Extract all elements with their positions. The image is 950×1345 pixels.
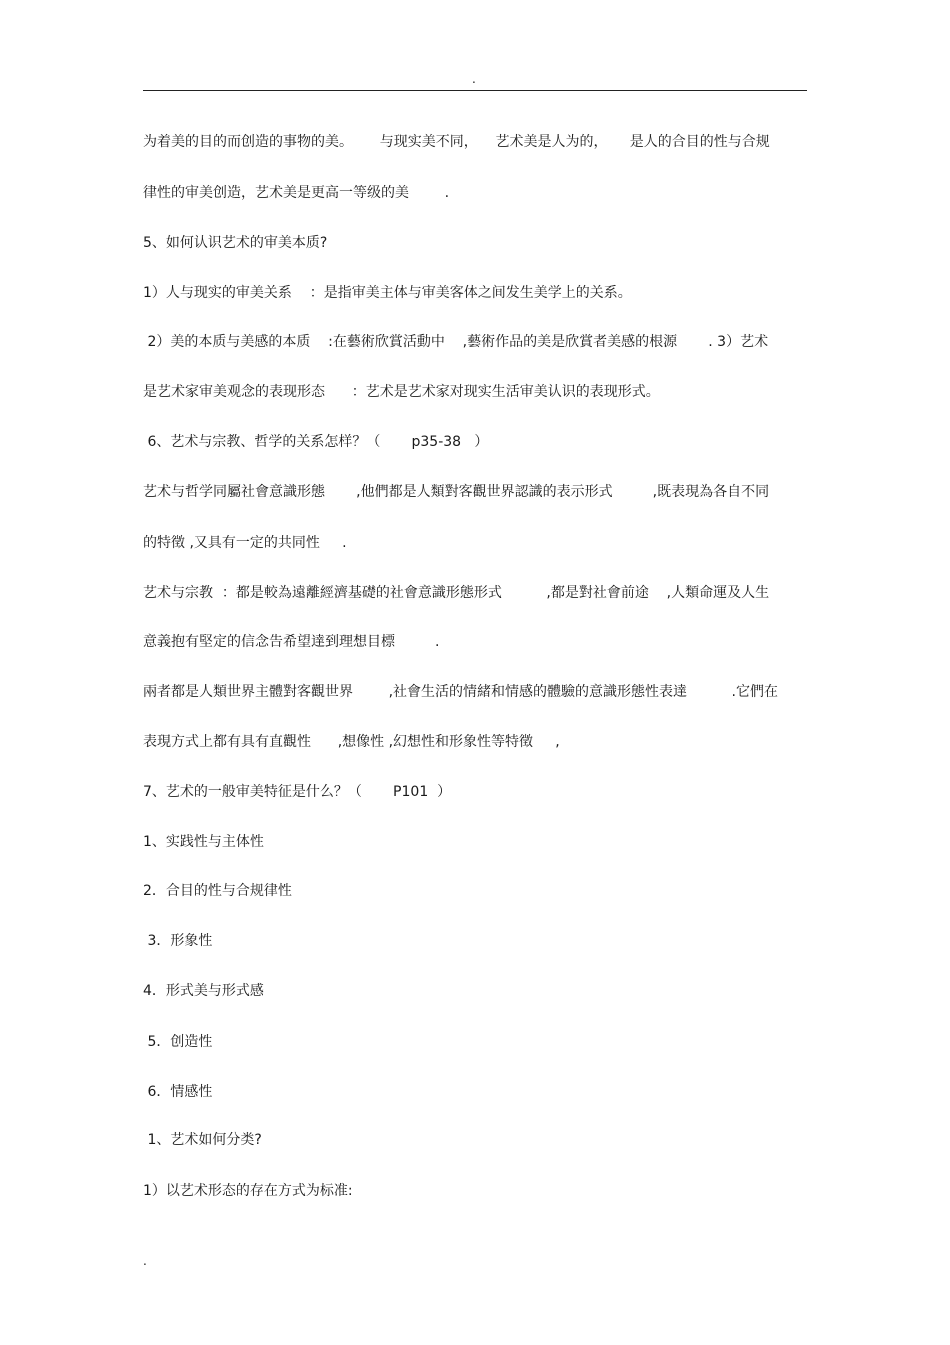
text-line: 为着美的目的而创造的事物的美。 与现实美不同， 艺术美是人为的， 是人的合目的性与合规 xyxy=(143,134,770,150)
page-header-mark: . xyxy=(472,72,476,86)
list-item: 3．形象性 xyxy=(143,933,213,949)
text-line: 2）美的本质与美感的本质 :在藝術欣賞活動中 ,藝術作品的美是欣賞者美感的根源 . 3）艺术 xyxy=(143,334,769,350)
text-line: 律性的审美创造，艺术美是更高一等级的美 . xyxy=(143,185,450,201)
question-heading: 5、如何认识艺术的审美本质? xyxy=(143,235,328,251)
text-line: 1）以艺术形态的存在方式为标准: xyxy=(143,1183,353,1199)
header-rule xyxy=(143,90,807,91)
question-heading: 7、艺术的一般审美特征是什么？（ P101 ） xyxy=(143,784,452,800)
text-line: 艺术与宗教 ：都是較為遠離經濟基礎的社會意識形態形式 ,都是對社會前途 ,人類命運及人生 xyxy=(143,585,770,601)
text-line: 兩者都是人類世界主體對客觀世界 ,社會生活的情緒和情感的體驗的意識形態性表達 .它們在 xyxy=(143,684,779,700)
question-heading: 1、艺术如何分类? xyxy=(143,1132,262,1148)
text-line: 表現方式上都有具有直觀性 ,想像性 ,幻想性和形象性等特徵 , xyxy=(143,734,560,750)
text-line: 艺术与哲学同屬社會意識形態 ,他們都是人類對客觀世界認識的表示形式 ,既表現為各自不同 xyxy=(143,484,770,500)
list-item: 2．合目的性与合规律性 xyxy=(143,883,292,899)
text-line: 是艺术家审美观念的表现形态 ：艺术是艺术家对现实生活审美认识的表现形式。 xyxy=(143,384,660,400)
question-heading: 6、艺术与宗教、哲学的关系怎样？（ p35-38 ） xyxy=(143,434,489,450)
text-line: 1）人与现实的审美关系 ：是指审美主体与审美客体之间发生美学上的关系。 xyxy=(143,285,632,301)
text-line: 意義抱有堅定的信念告希望達到理想目標 . xyxy=(143,634,440,650)
list-item: 1、实践性与主体性 xyxy=(143,834,264,850)
text-line: 的特徵 ,又具有一定的共同性 . xyxy=(143,535,347,551)
page-footer-mark: . xyxy=(143,1254,147,1268)
list-item: 5．创造性 xyxy=(143,1034,213,1050)
list-item: 4．形式美与形式感 xyxy=(143,983,264,999)
list-item: 6．情感性 xyxy=(143,1084,213,1100)
